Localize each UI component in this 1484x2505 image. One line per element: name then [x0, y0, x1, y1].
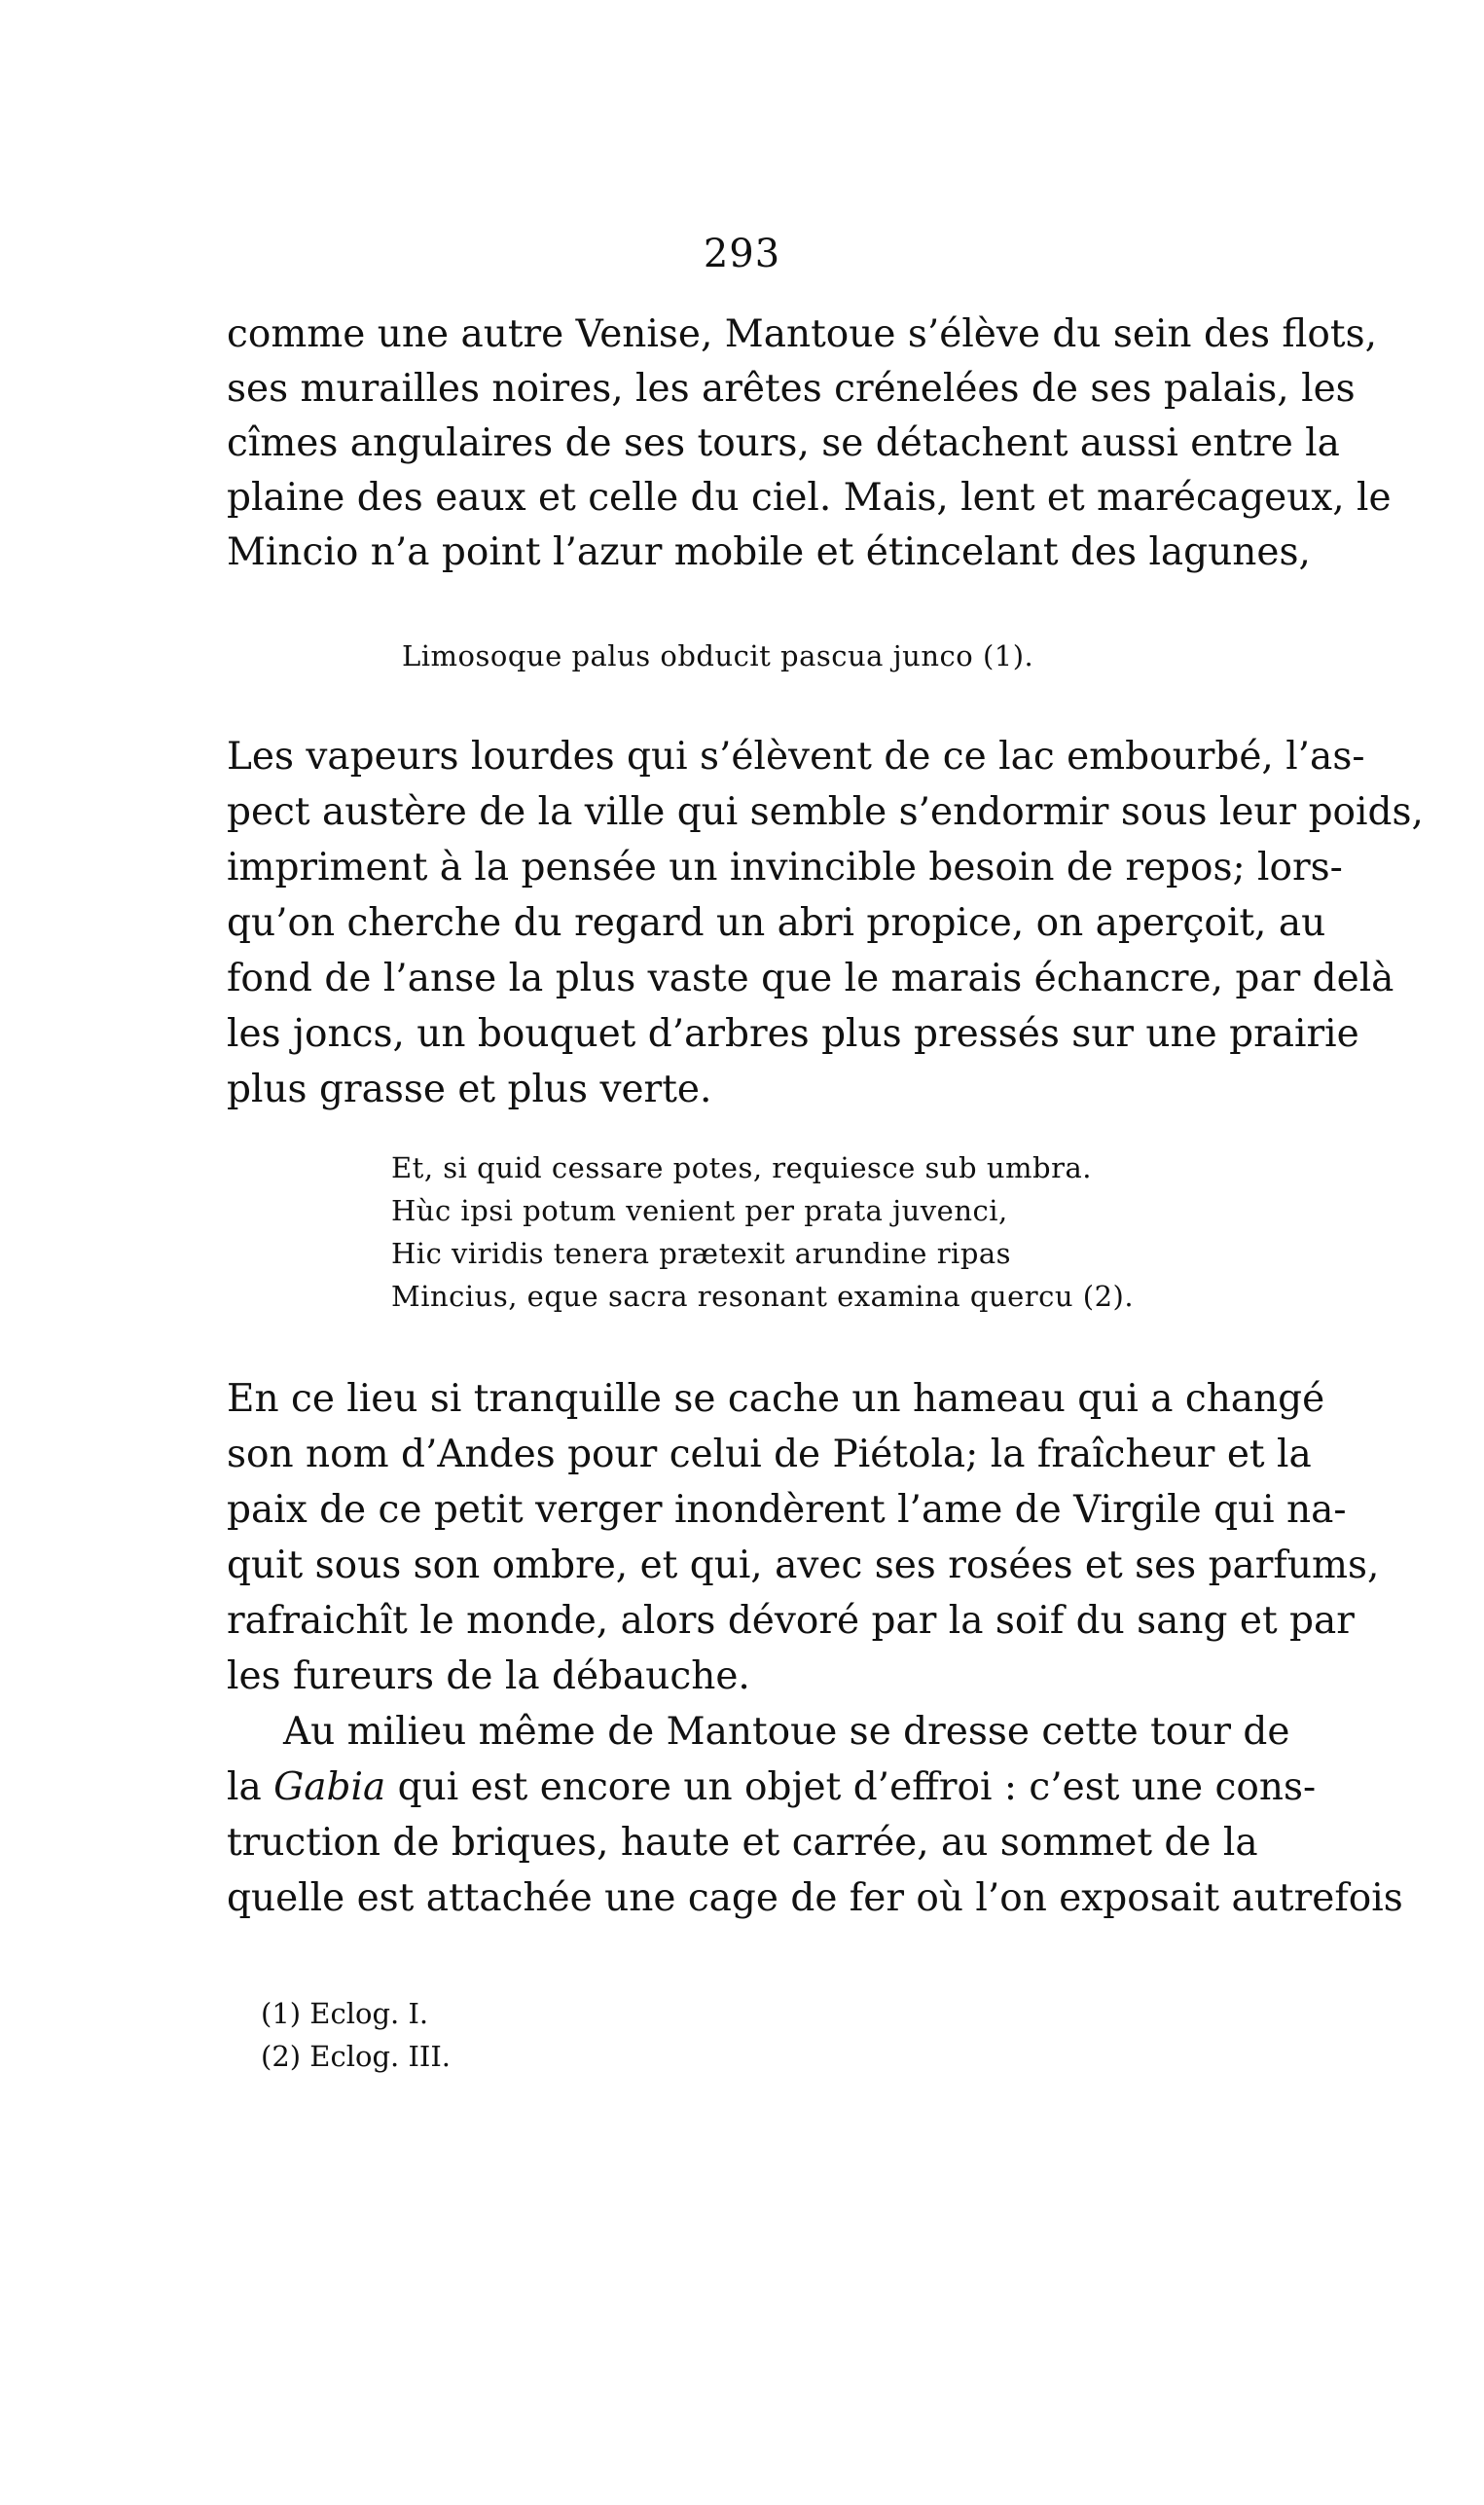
text-line: En ce lieu si tranquille se cache un hameau qui a changé	[227, 1377, 1325, 1421]
text-line: pect austère de la ville qui semble s’endormir sous leur poids,	[227, 790, 1424, 834]
text-line: quit sous son ombre, et qui, avec ses rosées et ses parfums,	[227, 1543, 1380, 1587]
text-line: impriment à la pensée un invincible besoin de repos; lors-	[227, 846, 1343, 889]
text-line: les fureurs de la débauche.	[227, 1654, 750, 1698]
text-line: quelle est attachée une cage de fer où l’on exposait autrefois	[227, 1876, 1403, 1920]
text-line: son nom d’Andes pour celui de Piétola; la fraîcheur et la	[227, 1433, 1312, 1476]
text-line: plaine des eaux et celle du ciel. Mais, lent et marécageux, le	[227, 476, 1392, 520]
verse-line: Hùc ipsi potum venient per prata juvenci,	[391, 1194, 1008, 1227]
text-line: qu’on cherche du regard un abri propice, on aperçoit, au	[227, 901, 1326, 945]
text-line: rafraichît le monde, alors dévoré par la soif du sang et par	[227, 1599, 1355, 1643]
text-line: les joncs, un bouquet d’arbres plus pressés sur une prairie	[227, 1012, 1359, 1056]
text-span: la	[227, 1765, 274, 1809]
page-number: 293	[703, 232, 781, 276]
text-span: qui est encore un objet d’effroi : c’est une cons-	[385, 1765, 1317, 1809]
text-line: Les vapeurs lourdes qui s’élèvent de ce lac embourbé, l’as-	[227, 735, 1365, 779]
verse-line: Hic viridis tenera prætexit arundine ripas	[391, 1237, 1012, 1270]
text-line: truction de briques, haute et carrée, au sommet de la	[227, 1821, 1258, 1865]
text-line: Mincio n’a point l’azur mobile et étincelant des lagunes,	[227, 530, 1311, 574]
text-line: paix de ce petit verger inondèrent l’ame de Virgile qui na-	[227, 1488, 1347, 1532]
footnote: (1) Eclog. I.	[261, 1997, 429, 2030]
text-line	[227, 1761, 1317, 1815]
text-line: ses murailles noires, les arêtes crénelées de ses palais, les	[227, 367, 1356, 411]
verse-line: Et, si quid cessare potes, requiesce sub umbra.	[391, 1151, 1092, 1184]
text-line: cîmes angulaires de ses tours, se détachent aussi entre la	[227, 421, 1340, 465]
text-line: comme une autre Venise, Mantoue s’élève du sein des flots,	[227, 312, 1377, 356]
verse-line: Mincius, eque sacra resonant examina quercu (2).	[391, 1280, 1135, 1313]
footnote: (2) Eclog. III.	[261, 2040, 452, 2073]
text-line: plus grasse et plus verte.	[227, 1068, 712, 1111]
italic-term: Gabia	[273, 1765, 386, 1809]
text-line: Au milieu même de Mantoue se dresse cette tour de	[283, 1710, 1290, 1754]
text-line: fond de l’anse la plus vaste que le marais échancre, par delà	[227, 957, 1394, 1000]
verse-quote: Limosoque palus obducit pascua junco (1).	[402, 639, 1034, 672]
